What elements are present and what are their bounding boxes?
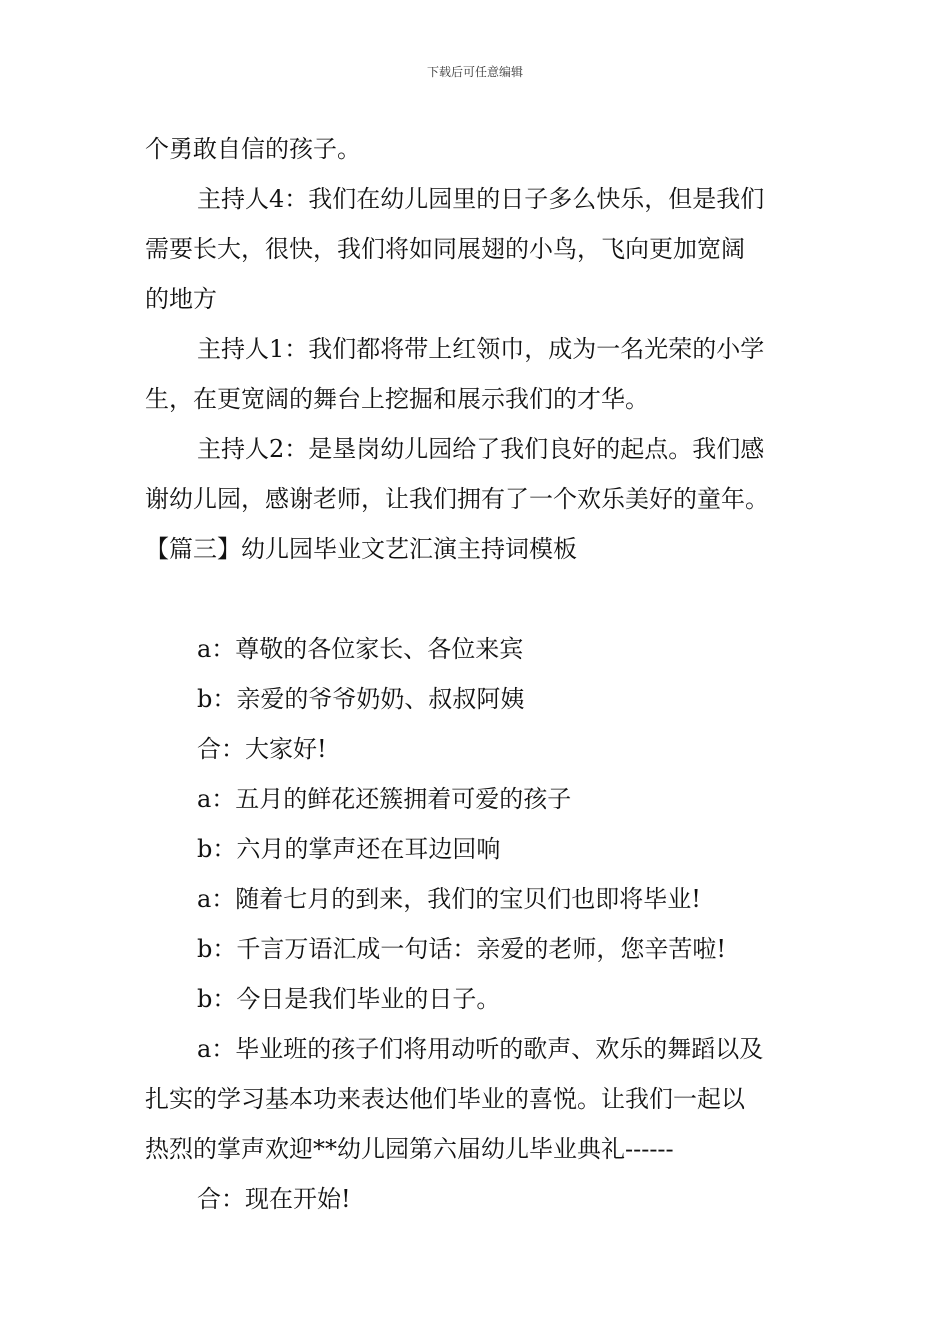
script-line: a：毕业班的孩子们将用动听的歌声、欢乐的舞蹈以及 [197, 1035, 764, 1063]
script-line: a：随着七月的到来，我们的宝贝们也即将毕业! [197, 885, 701, 913]
script-line: b：亲爱的爷爷奶奶、叔叔阿姨 [197, 685, 525, 713]
script-line: 扎实的学习基本功来表达他们毕业的喜悦。让我们一起以 [145, 1085, 745, 1113]
page-header-note: 下载后可任意编辑 [426, 65, 523, 79]
paragraph-line: 生，在更宽阔的舞台上挖掘和展示我们的才华。 [145, 385, 649, 413]
paragraph-line: 的地方 [145, 285, 217, 313]
script-line: a：尊敬的各位家长、各位来宾 [197, 635, 524, 663]
script-line: b：今日是我们毕业的日子。 [197, 985, 501, 1013]
blank-line [145, 574, 810, 624]
script-line: 合：大家好! [197, 735, 327, 763]
script-line: 合：现在开始! [197, 1185, 351, 1213]
paragraph-line: 主持人1：我们都将带上红领巾，成为一名光荣的小学 [197, 335, 765, 363]
script-line: b：千言万语汇成一句话：亲爱的老师，您辛苦啦! [197, 935, 727, 963]
paragraph-line: 个勇敢自信的孩子。 [145, 135, 361, 163]
script-line: a：五月的鲜花还簇拥着可爱的孩子 [197, 785, 572, 813]
section-heading: 【篇三】幼儿园毕业文艺汇演主持词模板 [145, 535, 577, 563]
script-line: b：六月的掌声还在耳边回响 [197, 835, 501, 863]
document-body [145, 124, 810, 1224]
paragraph-line: 主持人4：我们在幼儿园里的日子多么快乐，但是我们 [197, 185, 765, 213]
script-line: 热烈的掌声欢迎**幼儿园第六届幼儿毕业典礼------ [145, 1135, 674, 1163]
paragraph-line: 主持人2：是垦岗幼儿园给了我们良好的起点。我们感 [197, 435, 765, 463]
paragraph-line: 谢幼儿园，感谢老师，让我们拥有了一个欢乐美好的童年。 [145, 485, 769, 513]
paragraph-line: 需要长大，很快，我们将如同展翅的小鸟，飞向更加宽阔 [145, 235, 745, 263]
